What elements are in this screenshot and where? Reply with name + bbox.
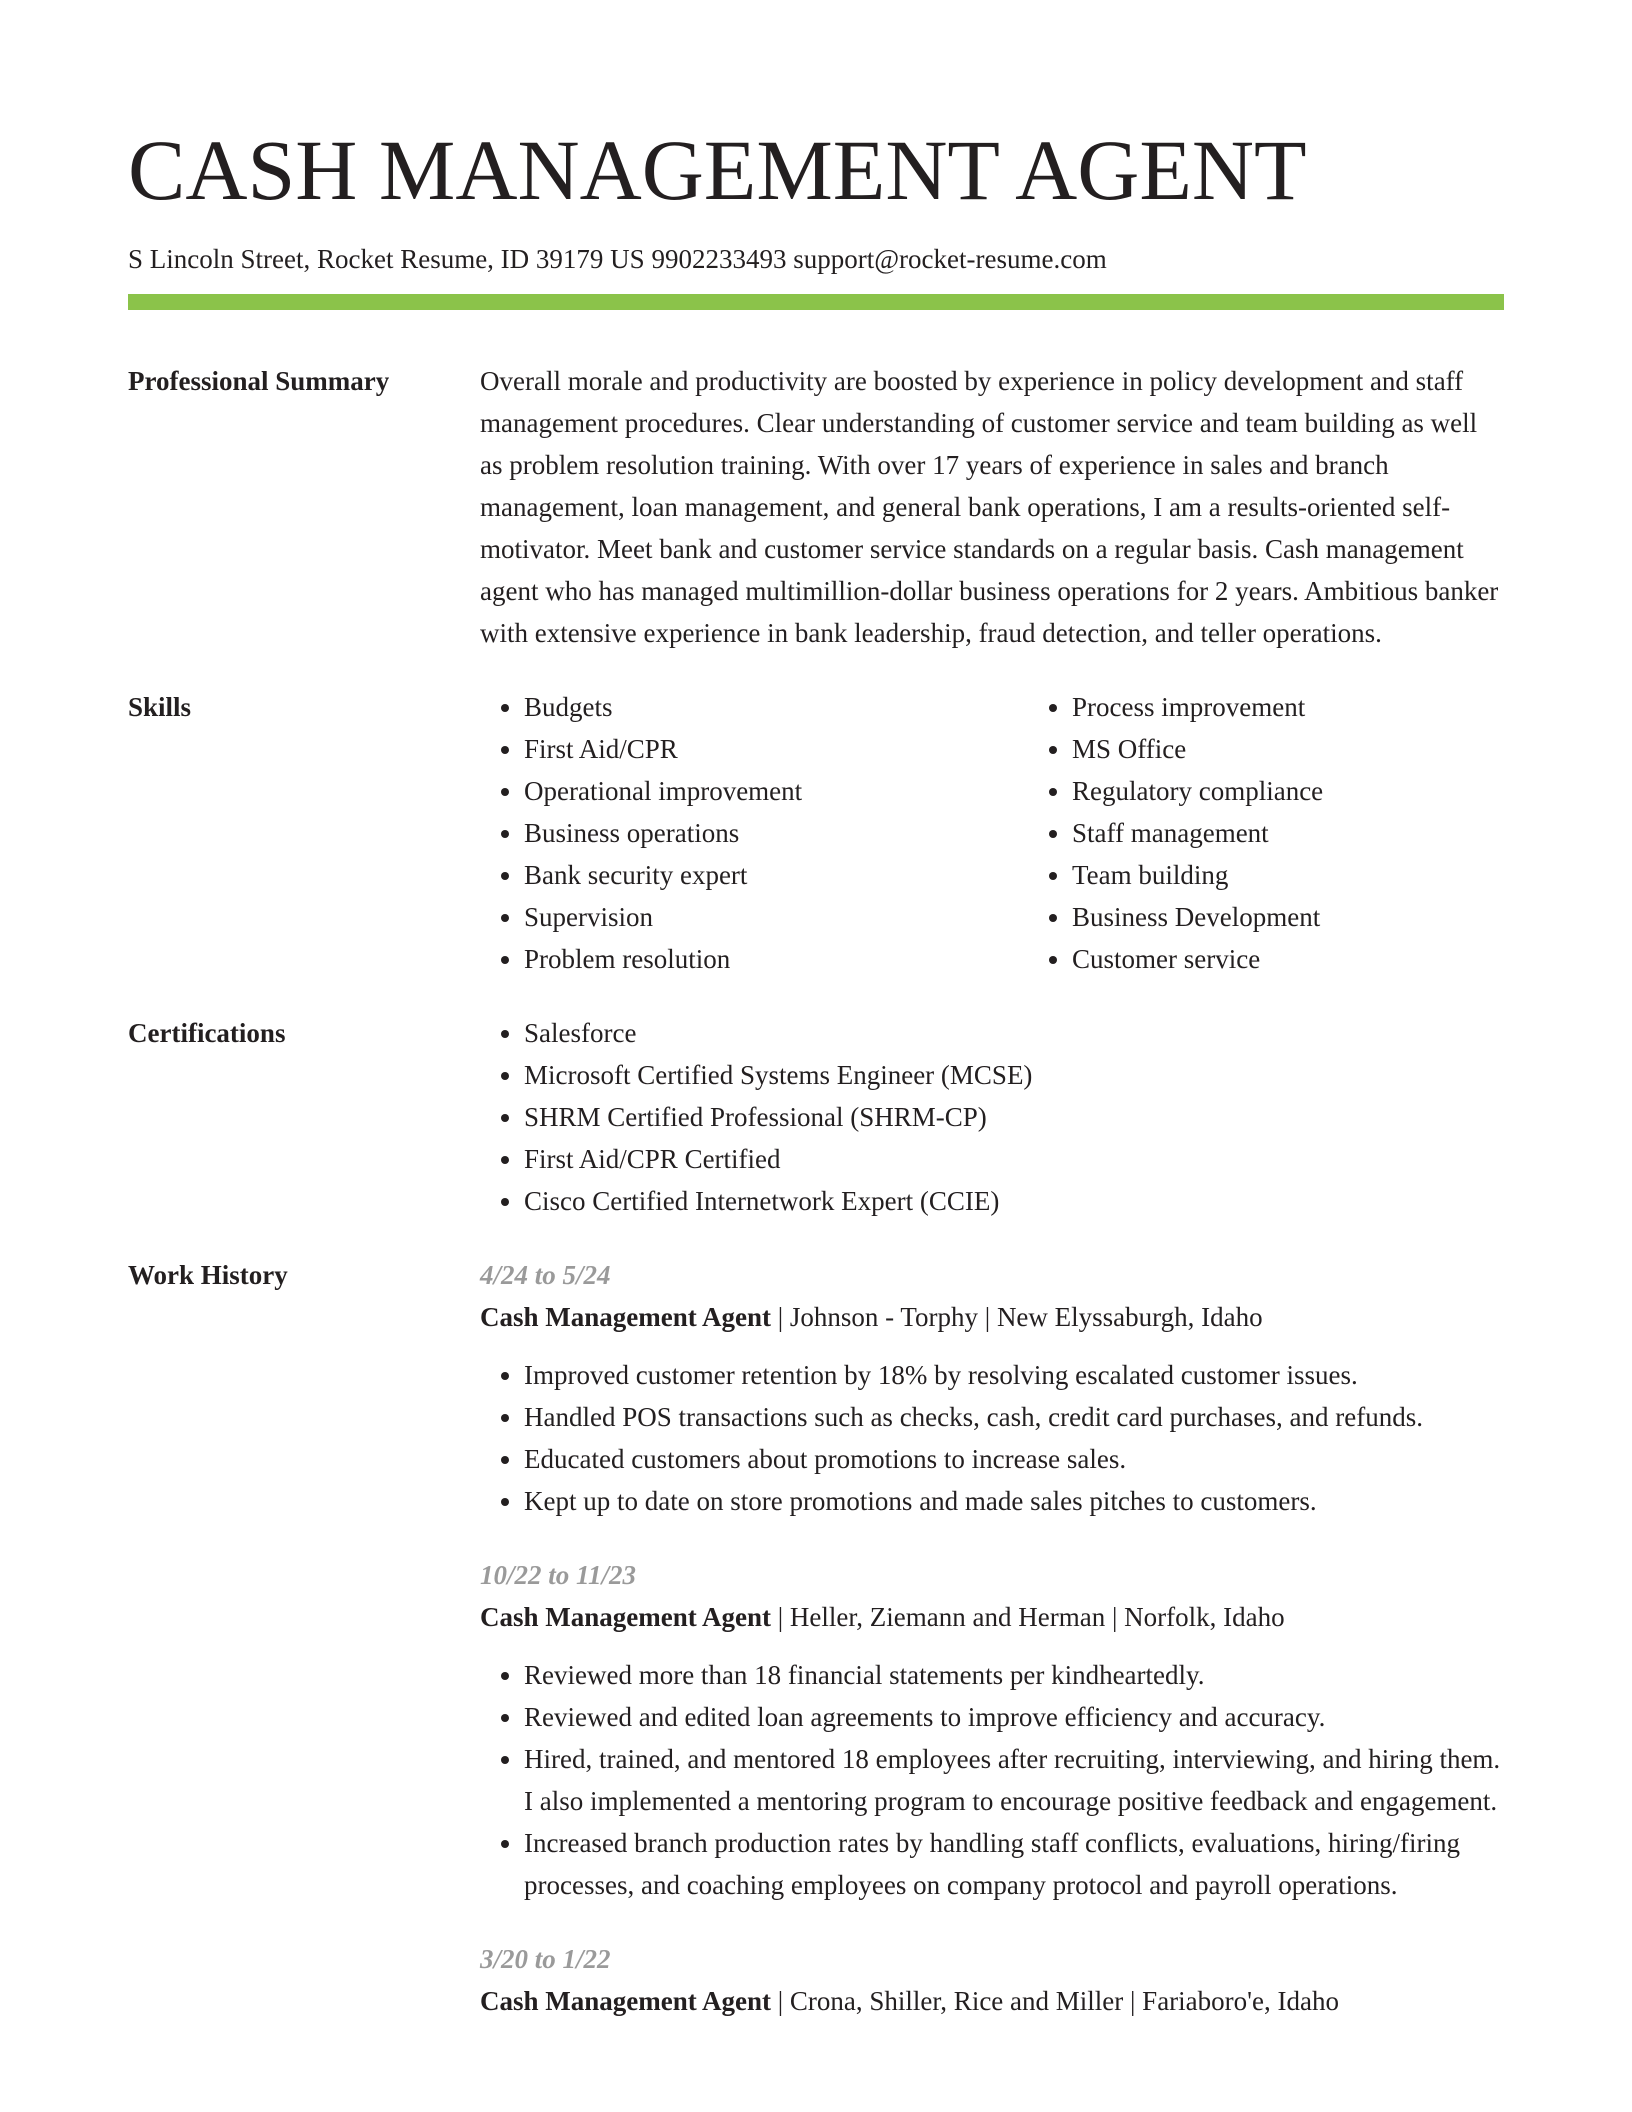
job-separator: | [771, 1302, 790, 1332]
job-title-line [480, 1980, 1504, 2022]
skill-item: • First Aid/CPR [524, 728, 1028, 770]
skills-list-right [1028, 686, 1576, 980]
skill-item: • Budgets [524, 686, 1028, 728]
work-history-section [128, 1254, 1504, 2054]
section-title-certifications: Certifications [128, 1018, 286, 1048]
skill-item: • Staff management [1072, 812, 1576, 854]
certifications-section [128, 1012, 1504, 1222]
skills-section [128, 686, 1504, 980]
job-company: Johnson - Torphy [789, 1302, 979, 1332]
accent-divider [128, 294, 1504, 310]
certification-item: • Salesforce [524, 1012, 1504, 1054]
job-title: Cash Management Agent [480, 1302, 771, 1332]
skills-list-left [480, 686, 1028, 980]
job-company: Crona, Shiller, Rice and Miller [789, 1986, 1124, 2016]
certification-item: • SHRM Certified Professional (SHRM-CP) [524, 1096, 1504, 1138]
section-title-skills: Skills [128, 692, 192, 722]
job-title: Cash Management Agent [480, 1986, 771, 2016]
skill-item: • Process improvement [1072, 686, 1576, 728]
job-bullets [480, 1654, 1504, 1906]
job-company: Heller, Ziemann and Herman [789, 1602, 1106, 1632]
job-entry [480, 1554, 1504, 1906]
job-bullet: • Reviewed and edited loan agreements to improve efficiency and accuracy. [524, 1696, 1504, 1738]
summary-text: Overall morale and productivity are boosted by experience in policy development and staff management procedures. Clear understanding of customer service and team building as well as problem resolution training. With over 17 years of experience in sales and branch management, loan management, and general bank operations, I am a results-oriented self-motivator. Meet bank and customer service standards on a regular basis. Cash management agent who has managed multimillion-dollar business operations for 2 years. Ambitious banker with extensive experience in bank leadership, fraud detection, and teller operations. [480, 366, 1499, 648]
skill-item: • Team building [1072, 854, 1576, 896]
certification-item: • Cisco Certified Internetwork Expert (CCIE) [524, 1180, 1504, 1222]
job-bullet: • Handled POS transactions such as checks, cash, credit card purchases, and refunds. [524, 1396, 1504, 1438]
job-bullet: • Hired, trained, and mentored 18 employees after recruiting, interviewing, and hiring them. I also implemented a mentoring program to encourage positive feedback and engagement. [524, 1738, 1504, 1822]
job-location: Norfolk, Idaho [1124, 1602, 1285, 1632]
summary-section [128, 360, 1504, 654]
job-bullet: • Improved customer retention by 18% by resolving escalated customer issues. [524, 1354, 1504, 1396]
job-title: Cash Management Agent [480, 1602, 771, 1632]
job-entry [480, 1254, 1504, 1522]
skill-item: • Operational improvement [524, 770, 1028, 812]
job-bullet: • Increased branch production rates by handling staff conflicts, evaluations, hiring/firing processes, and coaching employees on company protocol and payroll operations. [524, 1822, 1504, 1906]
skill-item: • Business Development [1072, 896, 1576, 938]
job-title-line [480, 1596, 1504, 1638]
job-dates: 10/22 to 11/23 [480, 1560, 637, 1590]
contact-line: S Lincoln Street, Rocket Resume, ID 39179 US 9902233493 support@rocket-resume.com [128, 244, 1107, 274]
skill-item: • Customer service [1072, 938, 1576, 980]
certifications-list [480, 1012, 1504, 1222]
job-location: New Elyssaburgh, Idaho [996, 1302, 1263, 1332]
job-title-line [480, 1296, 1504, 1338]
certifications-body [480, 1012, 1504, 1222]
job-bullet: • Reviewed more than 18 financial statements per kindheartedly. [524, 1654, 1504, 1696]
job-separator: | [771, 1602, 790, 1632]
skill-item: • Supervision [524, 896, 1028, 938]
job-separator: | [1105, 1602, 1125, 1632]
certification-item: • First Aid/CPR Certified [524, 1138, 1504, 1180]
certification-item: • Microsoft Certified Systems Engineer (MCSE) [524, 1054, 1504, 1096]
job-bullets [480, 1354, 1504, 1522]
skills-body [480, 686, 1576, 980]
section-title-work-history: Work History [128, 1260, 288, 1290]
skill-item: • Regulatory compliance [1072, 770, 1576, 812]
job-bullet: • Kept up to date on store promotions and made sales pitches to customers. [524, 1480, 1504, 1522]
skill-item: • MS Office [1072, 728, 1576, 770]
work-history-body [480, 1254, 1504, 2054]
job-dates: 4/24 to 5/24 [480, 1260, 611, 1290]
skill-item: • Bank security expert [524, 854, 1028, 896]
job-entry [480, 1938, 1504, 2022]
job-separator: | [978, 1302, 997, 1332]
job-bullet: • Educated customers about promotions to increase sales. [524, 1438, 1504, 1480]
resume-page [128, 0, 1504, 2054]
resume-name: CASH MANAGEMENT AGENT [128, 122, 1307, 218]
job-separator: | [771, 1986, 790, 2016]
skill-item: • Problem resolution [524, 938, 1028, 980]
job-separator: | [1123, 1986, 1143, 2016]
job-location: Fariaboro'e, Idaho [1142, 1986, 1339, 2016]
summary-body [480, 360, 1504, 654]
job-dates: 3/20 to 1/22 [480, 1944, 611, 1974]
skill-item: • Business operations [524, 812, 1028, 854]
section-title-summary: Professional Summary [128, 366, 390, 396]
